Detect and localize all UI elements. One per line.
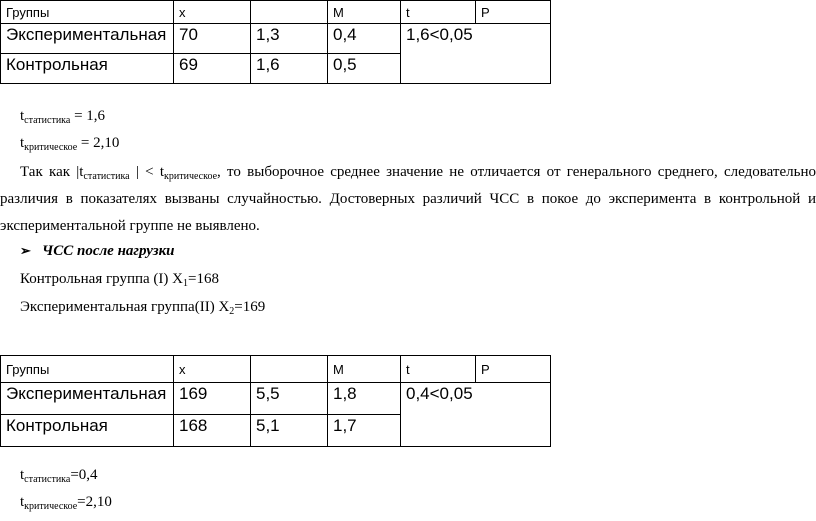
paragraph-line-1: Так как $|t_{статистика}$ | < $t_{критическое}$, то выборочное среднее значение не отличается от генерального среднего, следовательно (20, 164, 816, 182)
conclusion-paragraph (0, 159, 816, 240)
results-table-1 (0, 0, 551, 84)
t-subscript: критическое (24, 501, 78, 512)
table-header-row (1, 1, 551, 24)
t-symbol: t (20, 108, 25, 124)
header-x: x (174, 356, 251, 383)
header-t: t (401, 1, 476, 24)
cell-m: 0,4 (328, 24, 401, 54)
t-stat-value: =0,4 (70, 467, 98, 483)
t-symbol: t (20, 135, 25, 151)
t-symbol: t (20, 494, 25, 510)
t-crit-value: =2,10 (77, 494, 112, 510)
cell-m: 0,5 (328, 54, 401, 84)
t-crit-value: = 2,10 (77, 135, 120, 151)
cell-s: 5,5 (251, 383, 328, 415)
t-subscript: статистика (24, 115, 71, 126)
cell-x: 169 (174, 383, 251, 415)
t-statistic-line (20, 108, 105, 126)
t-symbol: t (20, 467, 25, 483)
section-heading (20, 243, 175, 260)
t-stat-value: = 1,6 (70, 108, 106, 124)
cell-x: 70 (174, 24, 251, 54)
cell-t-value: 0,4<0,05 (401, 383, 551, 447)
header-x: x (174, 1, 251, 24)
table-header-row (1, 356, 551, 383)
control-group-line: Контрольная группа (I) $X_1=168$ (20, 271, 219, 289)
header-groups: Группы (1, 1, 174, 24)
paragraph-line-2: различия в показателях вызваны случайностью. Достоверных различий ЧСС в покое до эксперимента в контрольной и (0, 191, 816, 207)
cell-m: 1,8 (328, 383, 401, 415)
cell-s: 1,6 (251, 54, 328, 84)
cell-group: Контрольная (1, 54, 174, 84)
experimental-group-line: Экспериментальная группа(II) $X_2=169$ (20, 299, 266, 317)
header-m: М (328, 356, 401, 383)
cell-group: Экспериментальная (1, 24, 174, 54)
header-m: М (328, 1, 401, 24)
header-empty (251, 356, 328, 383)
cell-x: 168 (174, 415, 251, 447)
cell-s: 1,3 (251, 24, 328, 54)
table-row (1, 383, 551, 415)
t-subscript: критическое (24, 142, 78, 153)
t-statistic-line (20, 467, 98, 485)
t-critical-line (20, 494, 112, 512)
cell-m: 1,7 (328, 415, 401, 447)
arrow-bullet-icon: ➢ (20, 243, 31, 258)
cell-t-value: 1,6<0,05 (401, 24, 551, 84)
t-critical-line (20, 135, 119, 153)
header-p: Р (476, 1, 551, 24)
header-t: t (401, 356, 476, 383)
results-table-2 (0, 355, 551, 447)
header-groups: Группы (1, 356, 174, 383)
t-subscript: статистика (24, 474, 71, 485)
cell-x: 69 (174, 54, 251, 84)
cell-group: Контрольная (1, 415, 174, 447)
cell-s: 5,1 (251, 415, 328, 447)
section-heading-text: ЧСС после нагрузки (42, 243, 175, 259)
table-row (1, 24, 551, 54)
header-empty (251, 1, 328, 24)
cell-group: Экспериментальная (1, 383, 174, 415)
header-p: Р (476, 356, 551, 383)
paragraph-line-3: экспериментальной группе не выявлено. (0, 218, 260, 234)
